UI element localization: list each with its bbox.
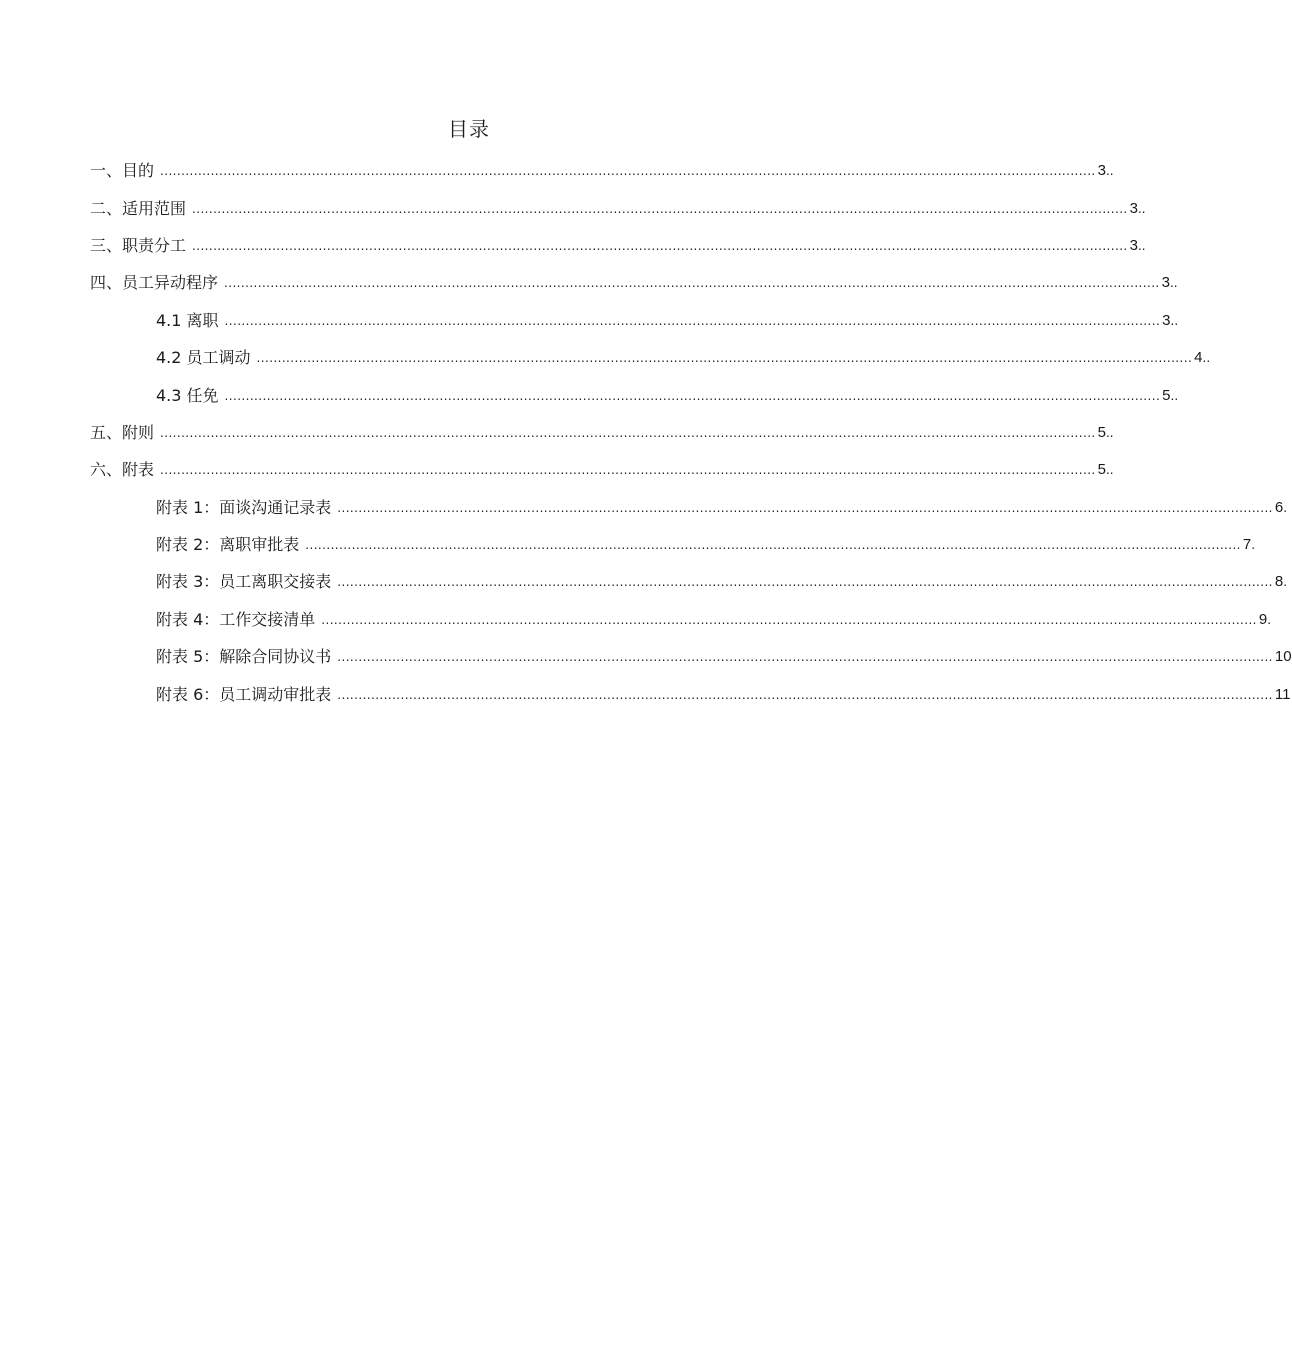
toc-entry-label: 4.1 离职: [156, 311, 219, 330]
toc-trailing-dots: ..: [1105, 463, 1114, 477]
toc-entry-appendix-1[interactable]: [156, 494, 1288, 518]
toc-entry-label: 附表 1：面谈沟通记录表: [156, 498, 332, 517]
toc-entry-label: 附表 2：离职审批表: [156, 535, 300, 554]
toc-dot-leader: ..............................................................................................................................................................................................................................: [160, 463, 1096, 477]
toc-entry-appointment[interactable]: [156, 382, 1179, 406]
toc-page-number: 3: [1129, 200, 1138, 217]
toc-entry-label: 4.3 任免: [156, 386, 219, 405]
toc-entry-procedure[interactable]: [90, 269, 1178, 293]
toc-dot-leader: ..............................................................................................................................................................................................................................: [321, 613, 1257, 627]
toc-trailing-dots: .: [1283, 501, 1288, 515]
toc-page-number: 9: [1258, 611, 1268, 628]
toc-entry-appendix-4[interactable]: [156, 606, 1272, 630]
toc-page-number: 5: [1097, 424, 1106, 441]
toc-page-number: 5: [1162, 387, 1171, 404]
toc-dot-leader: ..............................................................................................................................................................................................................................: [224, 276, 1160, 290]
toc-entry-resignation[interactable]: [156, 307, 1179, 331]
toc-page-number: 11: [1274, 686, 1291, 703]
toc-entry-purpose[interactable]: [90, 157, 1114, 181]
toc-entry-label: 4.2 员工调动: [156, 348, 251, 367]
toc-dot-leader: ..............................................................................................................................................................................................................................: [337, 688, 1273, 702]
toc-trailing-dots: .: [1283, 575, 1288, 589]
toc-trailing-dots: ..: [1137, 202, 1146, 216]
toc-dot-leader: ..............................................................................................................................................................................................................................: [160, 426, 1096, 440]
toc-page-number: 4: [1194, 349, 1203, 366]
toc-entry-label: 一、目的: [90, 161, 155, 180]
toc-trailing-dots: ..: [1170, 389, 1179, 403]
toc-dot-leader: ..............................................................................................................................................................................................................................: [224, 314, 1161, 328]
toc-trailing-dots: ..: [1105, 164, 1114, 178]
toc-dot-leader: ..............................................................................................................................................................................................................................: [224, 389, 1161, 403]
toc-entry-scope[interactable]: [90, 195, 1146, 219]
toc-entry-appendix-5[interactable]: [156, 643, 1292, 667]
toc-entry-appendix-2[interactable]: [156, 531, 1256, 555]
toc-page-number: 3: [1129, 237, 1138, 254]
toc-entry-appendices[interactable]: [90, 456, 1114, 480]
toc-trailing-dots: ..: [1202, 351, 1211, 365]
toc-page-number: 5: [1097, 461, 1106, 478]
toc-page-number: 3: [1161, 274, 1170, 291]
toc-dot-leader: ..............................................................................................................................................................................................................................: [305, 538, 1241, 552]
toc-trailing-dots: .: [1267, 613, 1272, 627]
toc-dot-leader: ..............................................................................................................................................................................................................................: [160, 164, 1096, 178]
toc-entry-label: 五、附则: [90, 423, 155, 442]
toc-entry-label: 附表 6：员工调动审批表: [156, 685, 332, 704]
toc-entry-transfer[interactable]: [156, 344, 1211, 368]
toc-entry-label: 附表 4：工作交接清单: [156, 610, 316, 629]
toc-dot-leader: ..............................................................................................................................................................................................................................: [192, 239, 1128, 253]
toc-page-number: 6: [1274, 499, 1284, 516]
toc-entry-label: 二、适用范围: [90, 199, 187, 218]
toc-entry-responsibilities[interactable]: [90, 232, 1146, 256]
page-title: 目录: [448, 117, 490, 141]
toc-trailing-dots: ..: [1169, 276, 1178, 290]
toc-page-number: 7: [1242, 536, 1252, 553]
toc-trailing-dots: ..: [1105, 426, 1114, 440]
toc-trailing-dots: ..: [1170, 314, 1179, 328]
toc-dot-leader: ..............................................................................................................................................................................................................................: [256, 351, 1193, 365]
toc-entry-supplementary[interactable]: [90, 419, 1114, 443]
toc-entry-label: 附表 3：员工离职交接表: [156, 572, 332, 591]
toc-entry-appendix-6[interactable]: [156, 681, 1291, 705]
toc-trailing-dots: ..: [1137, 239, 1146, 253]
toc-entry-label: 三、职责分工: [90, 236, 187, 255]
toc-page-number: 10: [1274, 648, 1292, 665]
toc-trailing-dots: .: [1251, 538, 1256, 552]
toc-dot-leader: ..............................................................................................................................................................................................................................: [337, 575, 1273, 589]
toc-entry-label: 四、员工异动程序: [90, 273, 219, 292]
toc-dot-leader: ..............................................................................................................................................................................................................................: [192, 202, 1128, 216]
toc-dot-leader: ..............................................................................................................................................................................................................................: [337, 501, 1273, 515]
toc-page-number: 3: [1162, 312, 1171, 329]
toc-entry-label: 六、附表: [90, 460, 155, 479]
toc-dot-leader: ..............................................................................................................................................................................................................................: [337, 650, 1273, 664]
toc-entry-label: 附表 5：解除合同协议书: [156, 647, 332, 666]
toc-page-number: 3: [1097, 162, 1106, 179]
toc-page-number: 8: [1274, 573, 1284, 590]
toc-entry-appendix-3[interactable]: [156, 568, 1288, 592]
